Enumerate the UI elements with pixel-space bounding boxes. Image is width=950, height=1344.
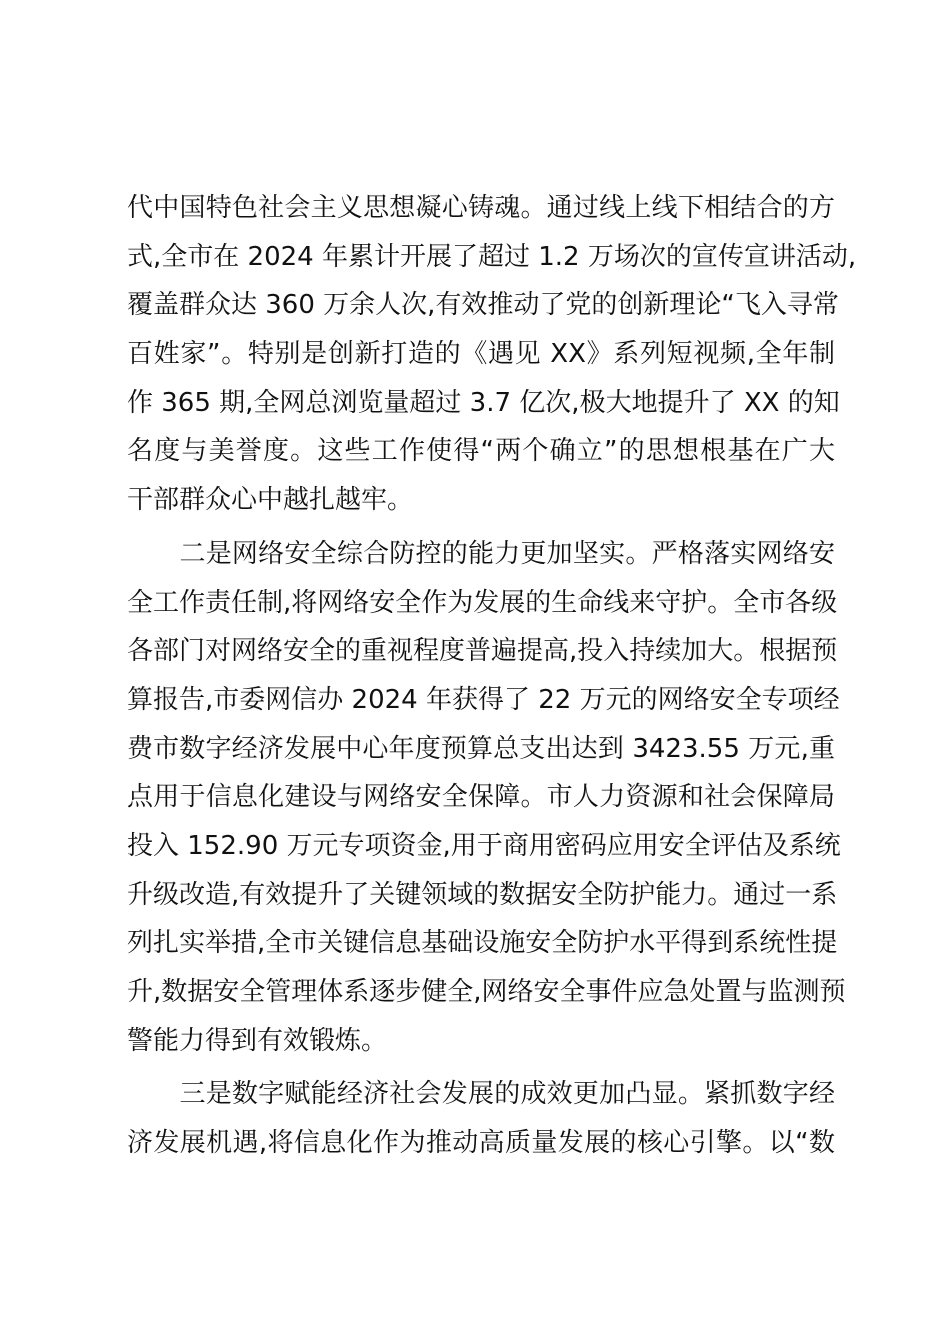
body-text (127, 184, 857, 1168)
text-line: 式,全市在 2024 年累计开展了超过 1.2 万场次的宣传宣讲活动, (127, 241, 857, 272)
text-line: 覆盖群众达 360 万余人次,有效推动了党的创新理论“飞入寻常 (127, 290, 839, 321)
text-line: 干部群众心中越扎越牢。 (127, 485, 414, 516)
text-line: 二是网络安全综合防控的能力更加坚实。严格落实网络安 (127, 538, 835, 569)
text-line: 列扎实举措,全市关键信息基础设施安全防护水平得到系统性提 (127, 928, 838, 959)
paragraph-1 (127, 184, 857, 525)
text-line: 升级改造,有效提升了关键领域的数据安全防护能力。通过一系 (127, 879, 838, 910)
paragraph-3 (127, 1070, 835, 1167)
text-line: 费市数字经济发展中心年度预算总支出达到 3423.55 万元,重 (127, 733, 835, 764)
text-line: 百姓家”。特别是创新打造的《遇见 XX》系列短视频,全年制 (127, 339, 835, 370)
text-line: 算报告,市委网信办 2024 年获得了 22 万元的网络安全专项经 (127, 684, 840, 715)
text-line: 投入 152.90 万元专项资金,用于商用密码应用安全评估及系统 (127, 830, 841, 861)
text-line: 名度与美誉度。这些工作使得“两个确立”的思想根基在广大 (127, 436, 835, 467)
text-line: 三是数字赋能经济社会发展的成效更加凸显。紧抓数字经 (127, 1079, 835, 1110)
paragraph-2 (127, 530, 846, 1066)
text-line: 各部门对网络安全的重视程度普遍提高,投入持续加大。根据预 (127, 636, 838, 667)
text-line: 作 365 期,全网总浏览量超过 3.7 亿次,极大地提升了 XX 的知 (127, 387, 840, 418)
text-line: 全工作责任制,将网络安全作为发展的生命线来守护。全市各级 (127, 587, 838, 618)
text-line: 点用于信息化建设与网络安全保障。市人力资源和社会保障局 (127, 782, 835, 813)
text-line: 升,数据安全管理体系逐步健全,网络安全事件应急处置与监测预 (127, 977, 846, 1007)
text-line: 代中国特色社会主义思想凝心铸魂。通过线上线下相结合的方 (127, 193, 835, 223)
text-line: 济发展机遇,将信息化作为推动高质量发展的核心引擎。以“数 (127, 1128, 835, 1159)
text-line: 警能力得到有效锻炼。 (127, 1025, 388, 1056)
